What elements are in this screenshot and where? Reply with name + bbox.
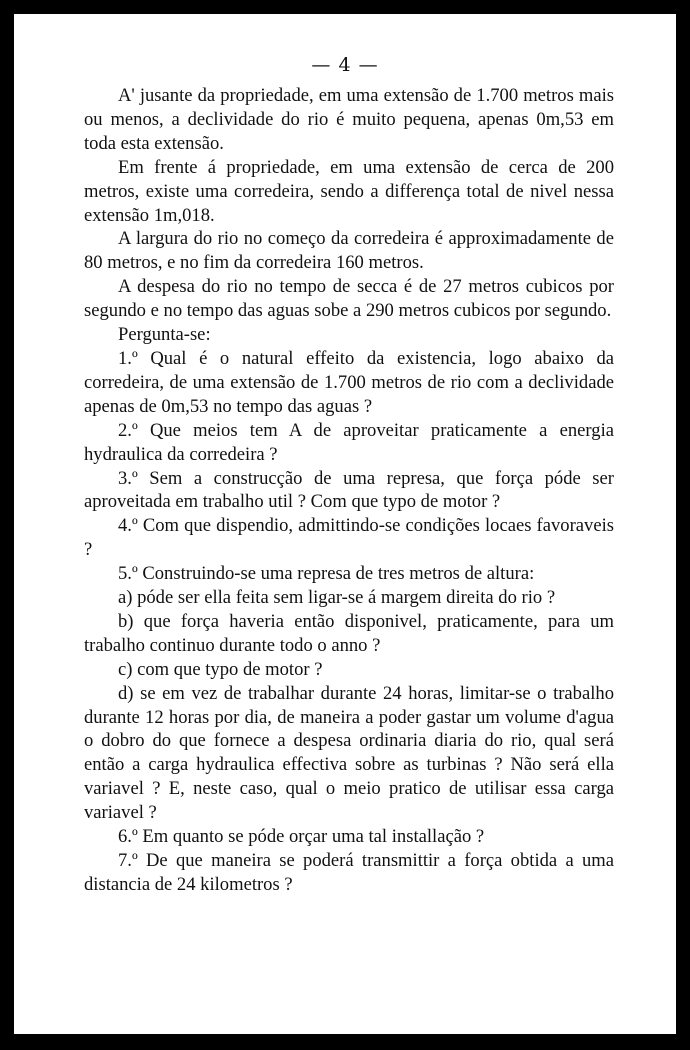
question-1: 1.º Qual é o natural effeito da existencia, logo abaixo da corredeira, de uma extensão de 1.700 metros de rio com a declividade apenas de 0m,53 no tempo das aguas ?	[84, 347, 614, 417]
question-5d: d) se em vez de trabalhar durante 24 horas, limitar-se o trabalho durante 12 horas por dia, de maneira a poder gastar um volume d'agua o dobro do que fornece a despesa ordinaria diaria do rio, qual será então a carga hydraulica effectiva sobre as turbinas ? Não será ella variavel ? E, neste caso, qual o meio pratico de utilisar essa carga variavel ?	[84, 682, 614, 824]
question-5: 5.º Construindo-se uma represa de tres metros de altura:	[118, 563, 535, 585]
question-6: 6.º Em quanto se póde orçar uma tal installação ?	[118, 826, 485, 848]
question-7: 7.º De que maneira se poderá transmittir a força obtida a uma distancia de 24 kilometros ?	[84, 850, 614, 895]
document-page	[14, 14, 676, 1034]
question-5b: b) que força haveria então disponivel, praticamente, para um trabalho continuo durante todo o anno ?	[84, 610, 614, 656]
paragraph-question-intro: Pergunta-se:	[118, 324, 211, 346]
paragraph-downstream: A' jusante da propriedade, em uma extensão de 1.700 metros mais ou menos, a declividade do rio é muito pequena, apenas 0m,53 em toda esta extensão.	[84, 85, 614, 154]
question-2: 2.º Que meios tem A de aproveitar praticamente a energia hydraulica da corredeira ?	[84, 419, 614, 465]
question-5a: a) póde ser ella feita sem ligar-se á margem direita do rio ?	[118, 587, 556, 609]
paragraph-width: A largura do rio no começo da corredeira é approximadamente de 80 metros, e no fim da corredeira 160 metros.	[84, 228, 614, 274]
body-text	[84, 84, 614, 897]
page-number: — 4 —	[311, 54, 379, 76]
question-3: 3.º Sem a construcção de uma represa, que força póde ser aproveitada em trabalho util ? Com que typo de motor ?	[84, 467, 614, 513]
question-5c: c) com que typo de motor ?	[118, 658, 323, 680]
paragraph-discharge: A despesa do rio no tempo de secca é de 27 metros cubicos por segundo e no tempo das aguas sobe a 290 metros cubicos por segundo.	[84, 276, 614, 322]
question-4: 4.º Com que dispendio, admittindo-se condições locaes favoraveis ?	[84, 515, 614, 561]
paragraph-rapids: Em frente á propriedade, em uma extensão de cerca de 200 metros, existe uma corredeira, sendo a differença total de nivel nessa extensão 1m,018.	[84, 156, 614, 226]
